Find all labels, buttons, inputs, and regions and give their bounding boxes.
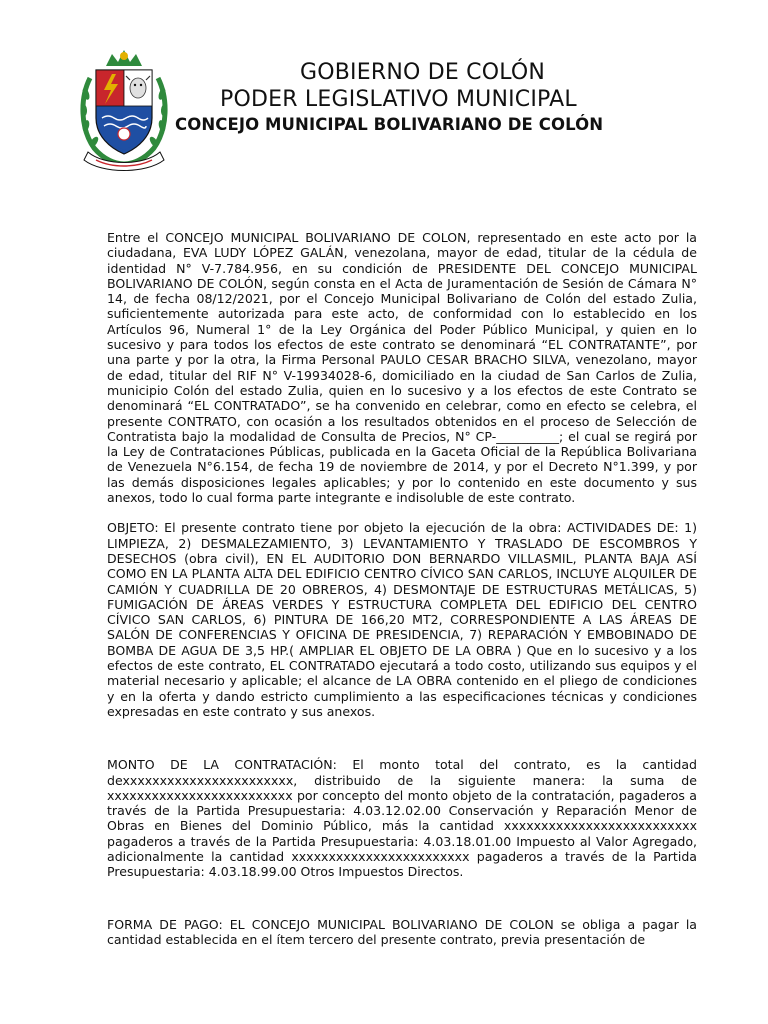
header-title-legislative: PODER LEGISLATIVO MUNICIPAL	[220, 87, 577, 112]
paragraph-objeto: OBJETO: El presente contrato tiene por objeto la ejecución de la obra: ACTIVIDADES DE: 1) LIMPIEZA, 2) DESMALEZAMIENTO, 3) LEVANTAMIENTO Y TRASLADO DE ESCOMBROS Y DESECHOS (obra civil), EN EL AUDITORIO DON BERNARDO VILLASMIL, PLANTA BAJA ASÍ COMO EN LA PLANTA ALTA DEL EDIFICIO CENTRO CÍVICO SAN CARLOS, INCLUYE ALQUILER DE CAMIÓN Y CUADRILLA DE 20 OBREROS, 4) DESMONTAJE DE ESTRUCTURAS METÁLICAS, 5) FUMIGACIÓN DE ÁREAS VERDES Y ESTRUCTURA COMPLETA DEL EDIFICIO DEL CENTRO CÍVICO SAN CARLOS, 6) PINTURA DE 166,20 MT2, CORRESPONDIENTE A LAS ÁREAS DE SALÓN DE CONFERENCIAS Y OFICINA DE PRESIDENCIA, 7) REPARACIÓN Y EMBOBINADO DE BOMBA DE AGUA DE 3,5 HP.( AMPLIAR EL OBJETO DE LA OBRA ) Que en lo sucesivo y a los efectos de este contrato, EL CONTRATADO ejecutará a todo costo, utilizando sus equipos y el material necesario y aplicable; el alcance de LA OBRA contenido en el pliego de condiciones y en la oferta y dando estricto cumplimiento a las especificaciones técnicas y condiciones expresadas en este contrato y sus anexos.	[107, 520, 697, 719]
coat-of-arms-icon	[76, 48, 172, 176]
paragraph-parties: Entre el CONCEJO MUNICIPAL BOLIVARIANO DE COLON, representado en este acto por la ciudadana, EVA LUDY LÓPEZ GALÁN, venezolana, mayor de edad, titular de la cédula de identidad N° V-7.784.956, en su condición de PRESIDENTE DEL CONCEJO MUNICIPAL BOLIVARIANO DE COLÓN, según consta en el Acta de Juramentación de Sesión de Cámara N° 14, de fecha 08/12/2021, por el Concejo Municipal Bolivariano de Colón del estado Zulia, suficientemente autorizada para este acto, de conformidad con lo establecido en los Artículos 96, Numeral 1° de la Ley Orgánica del Poder Público Municipal, y quien en lo sucesivo y para todos los efectos de este contrato se denominará “EL CONTRATANTE”, por una parte y por la otra, la Firma Personal PAULO CESAR BRACHO SILVA, venezolano, mayor de edad, titular del RIF N° V-19934028-6, domiciliado en la ciudad de San Carlos de Zulia, municipio Colón del estado Zulia, quien en lo sucesivo y a los efectos de este Contrato se denominará “EL CONTRATADO”, se ha convenido en celebrar, como en efecto se celebra, el presente CONTRATO, con ocasión a los resultados obtenidos en el proceso de Selección de Contratista bajo la modalidad de Consulta de Precios, N° CP-__________; el cual se regirá por la Ley de Contrataciones Públicas, publicada en la Gaceta Oficial de la República Bolivariana de Venezuela N°6.154, de fecha 19 de noviembre de 2014, y por el Decreto N°1.399, y por las demás disposiciones legales aplicables; y por lo contenido en este documento y sus anexos, todo lo cual forma parte integrante e indisoluble de este contrato.	[107, 230, 697, 506]
header-title-council: CONCEJO MUNICIPAL BOLIVARIANO DE COLÓN	[175, 115, 604, 134]
paragraph-forma-de-pago: FORMA DE PAGO: EL CONCEJO MUNICIPAL BOLIVARIANO DE COLON se obliga a pagar la cantidad establecida en el ítem tercero del presente contrato, previa presentación de	[107, 916, 697, 947]
header-title-government: GOBIERNO DE COLÓN	[300, 60, 546, 85]
contract-body	[107, 230, 697, 947]
paragraph-monto: MONTO DE LA CONTRATACIÓN: El monto total del contrato, es la cantidad dexxxxxxxxxxxxxxxxxxxxxxx, distribuido de la siguiente manera: la suma de xxxxxxxxxxxxxxxxxxxxxxxxx por concepto del monto objeto de la contratación, pagaderos a través de la Partida Presupuestaria: 4.03.12.02.00 Conservación y Reparación Menor de Obras en Bienes del Dominio Público, más la cantidad xxxxxxxxxxxxxxxxxxxxxxxxxx pagaderos a través de la Partida Presupuestaria: 4.03.18.01.00 Impuesto al Valor Agregado, adicionalmente la cantidad xxxxxxxxxxxxxxxxxxxxxxxx pagaderos a través de la Partida Presupuestaria: 4.03.18.99.00 Otros Impuestos Directos.	[107, 757, 697, 880]
document-header	[0, 0, 768, 190]
